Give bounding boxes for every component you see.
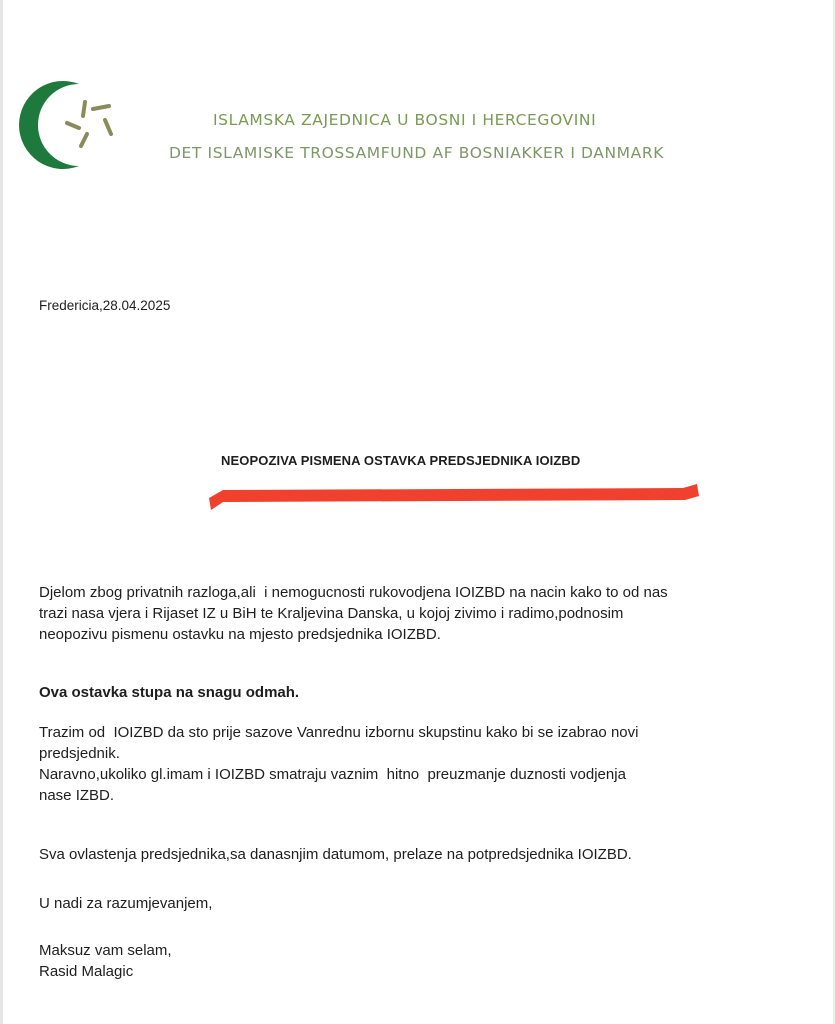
star-icon [67,102,111,146]
paragraph-resignation-reason [39,582,799,645]
paragraph-effective-immediately: Ova ostavka stupa na snagu odmah. [39,684,300,701]
letter-title: NEOPOZIVA PISMENA OSTAVKA PREDSJEDNIKA IOIZBD [221,453,581,468]
org-name-danish: DET ISLAMISKE TROSSAMFUND AF BOSNIAKKER I DANMARK [169,144,664,162]
text-line: trazi nasa vjera i Rijaset IZ u BiH te Kraljevina Danska, u kojoj zivimo i radimo,podnosim [39,605,624,622]
crescent-star-logo-icon [17,76,117,172]
signer-name: Rasid Malagic [39,963,134,980]
text-line: Djelom zbog privatnih razloga,ali i nemogucnosti rukovodjena IOIZBD na nacin kako to od nas [39,584,668,601]
text-line: Trazim od IOIZBD da sto prije sazove Vanrednu izbornu skupstinu kako bi se izabrao novi [39,724,639,741]
red-underline-mark [203,480,703,514]
paragraph-transfer-authority: Sva ovlastenja predsjednika,sa danasnjim datumom, prelaze na potpredsjednika IOIZBD. [39,846,632,863]
signature-block [39,940,799,982]
place-date: Fredericia,28.04.2025 [39,298,171,313]
text-line: predsjednik. [39,745,120,762]
text-line: nase IZBD. [39,787,115,804]
salutation: Maksuz vam selam, [39,942,172,959]
org-name-bosnian: ISLAMSKA ZAJEDNICA U BOSNI I HERCEGOVINI [213,111,597,129]
text-line: Naravno,ukoliko gl.imam i IOIZBD smatraju vaznim hitno preuzmanje duznosti vodjenja [39,766,626,783]
paragraph-request-assembly [39,722,799,806]
closing-line: U nadi za razumjevanjem, [39,895,213,912]
text-line: neopozivu pismenu ostavku na mjesto predsjednika IOIZBD. [39,626,441,643]
